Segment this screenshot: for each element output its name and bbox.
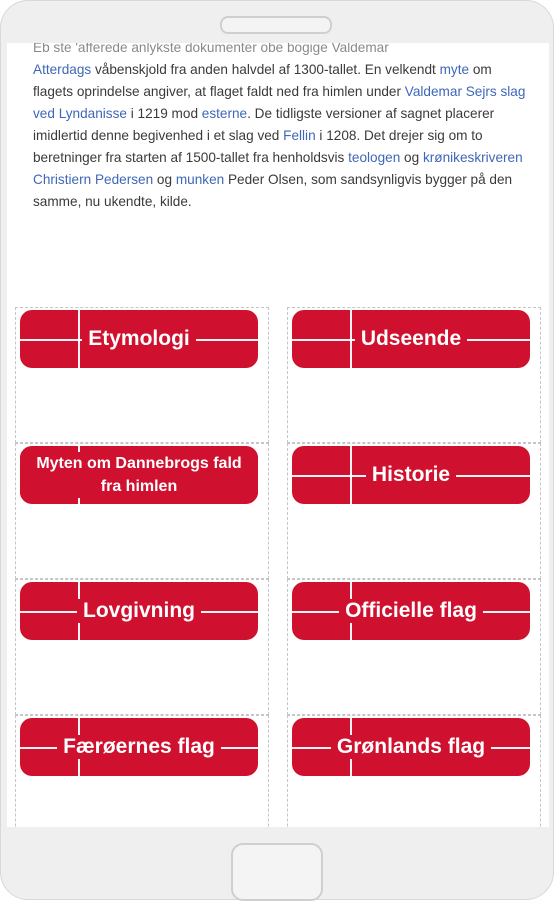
tile-udseende[interactable] (292, 310, 530, 368)
tile-label: Lovgivning (77, 599, 201, 623)
tile-label: Etymologi (82, 327, 196, 351)
tile-label: Historie (366, 463, 456, 487)
tile-label: Grønlands flag (331, 735, 491, 759)
link-teologen[interactable]: teologen (348, 150, 401, 165)
speaker-slot (220, 16, 332, 34)
link-slag-ved-lyndanisse[interactable]: Valdemar Sejrs slag ved Lyndanisse (33, 84, 526, 121)
tile-officielle-flag[interactable] (292, 582, 530, 640)
link-munken[interactable]: munken (175, 172, 225, 187)
tile-lovgivning[interactable] (20, 582, 258, 640)
tile-label: Udseende (355, 327, 467, 351)
tile-faeroernes-flag[interactable] (20, 718, 258, 776)
screen (7, 43, 549, 827)
tile-cell (15, 579, 269, 715)
tile-label: Færøernes flag (57, 735, 221, 759)
article-paragraph: Atterdags våbenskjold fra anden halvdel af 1300-tallet. En velkendt myte om flagets oprindelse angiver, at flaget faldt ned fra himlen under Valdemar Sejrs slag ved Lyndanisse i 1219 mod esterne. De tidligste versioner af sagnet placerer imidlertid denne begivenhed i et slag ved Fellin i 1208. Det drejer sig om to beretninger fra starten af 1500-tallet fra henholdsvis teologen og krønikeskriveren Christiern Pedersen og munken Peder Olsen, som sandsynligvis bygger på den samme, nu ukendte, kilde. (33, 62, 526, 209)
article-text (33, 43, 527, 213)
link-myte[interactable]: myte (439, 62, 470, 77)
tile-cell (15, 307, 269, 443)
tile-myten[interactable] (20, 446, 258, 504)
link-fellin[interactable]: Fellin (283, 128, 316, 143)
tile-cell (15, 715, 269, 827)
section-tiles-grid (15, 307, 539, 827)
cut-off-line: Eb ste 'afferede anlykste dokumenter obe bogige Valdemar (33, 43, 389, 55)
link-valdemar-atterdag[interactable]: Atterdags (33, 62, 92, 77)
tile-cell (287, 443, 541, 579)
link-kronikeskriveren[interactable]: krønikeskriveren Christiern Pedersen (33, 150, 523, 187)
tile-cell (287, 307, 541, 443)
tile-cell (287, 715, 541, 827)
home-button[interactable] (231, 843, 323, 901)
tile-label: Myten om Dannebrogs fald fra himlen (20, 452, 258, 498)
tile-historie[interactable] (292, 446, 530, 504)
tile-label: Officielle flag (339, 599, 483, 623)
tile-etymologi[interactable] (20, 310, 258, 368)
tile-gronlands-flag[interactable] (292, 718, 530, 776)
tile-cell (287, 579, 541, 715)
link-esterne[interactable]: esterne (201, 106, 248, 121)
tile-cell (15, 443, 269, 579)
